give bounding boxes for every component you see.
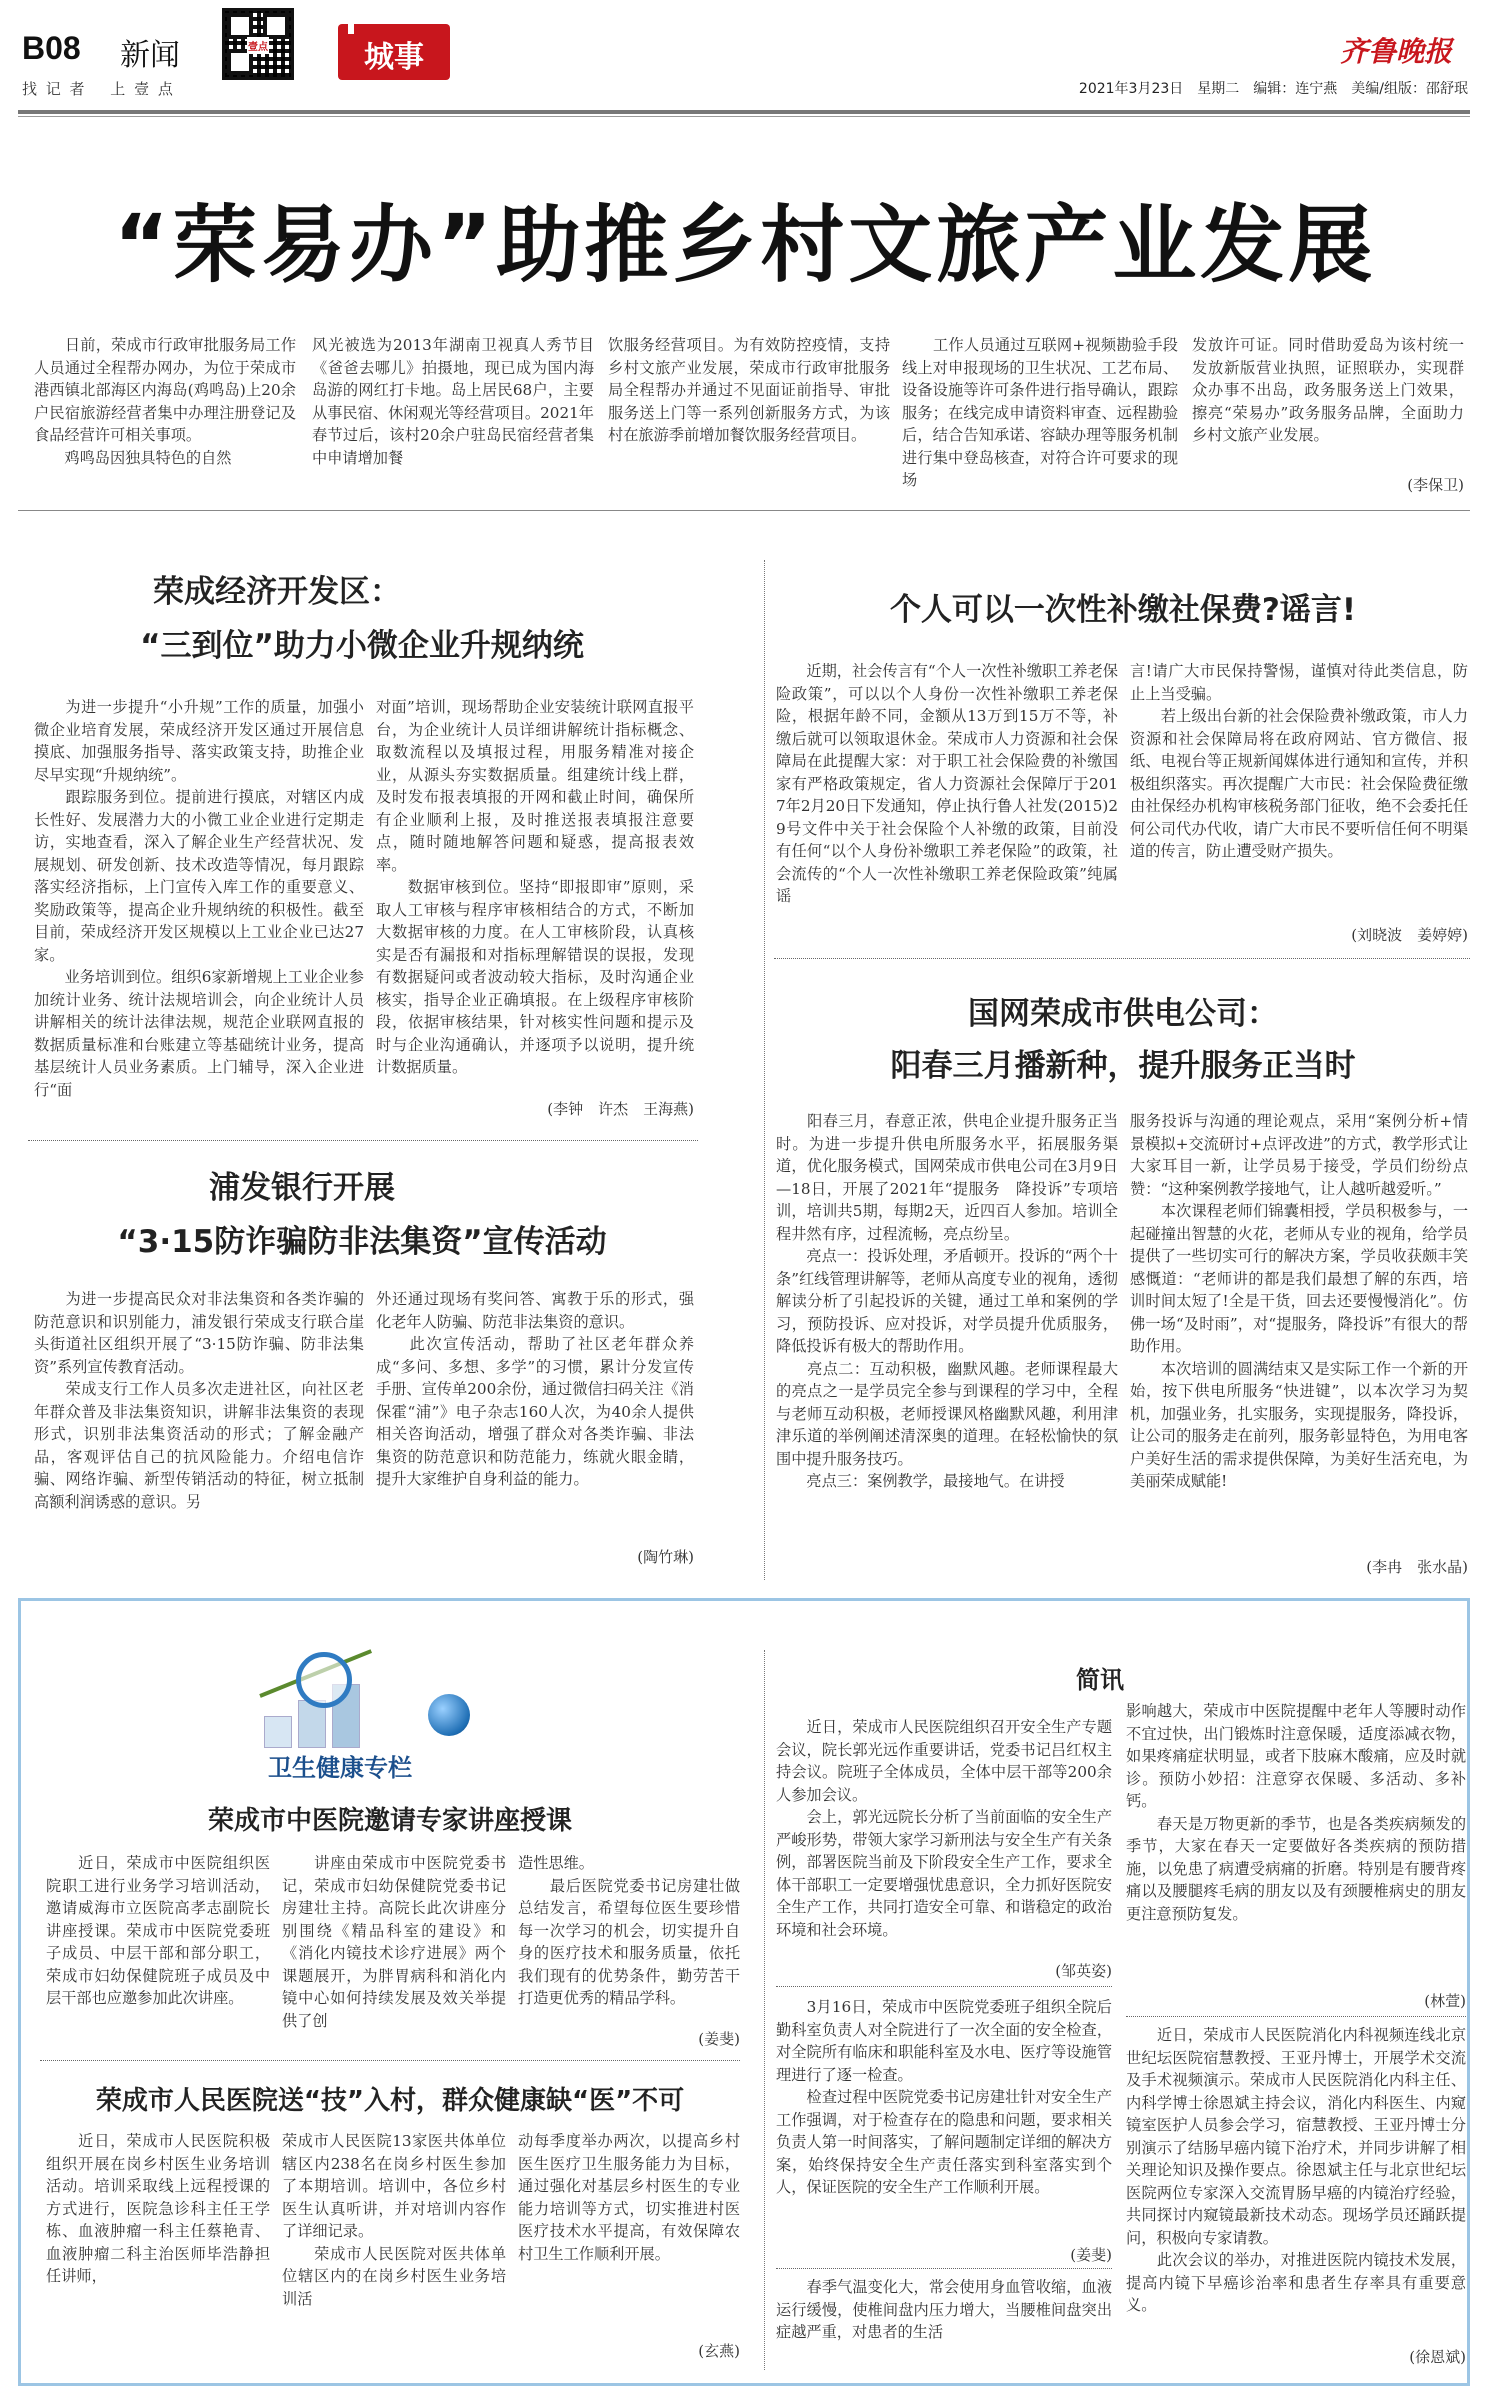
qr-tag: 壹点	[247, 37, 269, 54]
globe-icon	[428, 1694, 470, 1736]
article3-col-2: 外还通过现场有奖问答、寓教于乐的形式，强化老年人防骗、防范非法集资的意识。 此次宣传活动，帮助了社区老年群众养成“多问、多想、多学”的习惯，累计分发宣传手册、宣传单200余份，通过微信扫码关注《消保霍“浦”》电子杂志160人次，为40余人提供相关咨询活动，增强了群众对各类诈骗、非法集资的防范意识和防范能力，练就火眼金睛，提升大家维护自身利益的能力。	[376, 1290, 694, 1488]
health-banner	[240, 1648, 560, 1782]
brief-col-1a: 近日，荣成市人民医院组织召开安全生产专题会议，院长郭光远作重要讲话，党委书记吕红权主持会议。院班子全体成员，全体中层干部等200余人参加会议。 会上，郭光远院长分析了当前面临的安全生产严峻形势，带领大家学习新刑法与安全生产有关条例，部署医院当前及下阶段安全生产工作，要求全体干部职工一定要增强忧患意识，全力抓好医院安全生产工作，共同打造安全可靠、和谐稳定的政治环境和社会环境。	[776, 1718, 1112, 1939]
lead-col-4: 工作人员通过互联网+视频勘验手段线上对申报现场的卫生状况、工艺布局、设备设施等许可条件进行指导确认，跟踪服务；在线完成申请资料审查、远程勘验后，结合告知承诺、容缺办理等服务机制进行集中登岛核查，对符合许可要求的现场	[902, 336, 1178, 489]
magnifier-icon	[296, 1652, 352, 1708]
masthead	[0, 0, 1488, 120]
article4-col-2: 言!请广大市民保持警惕，谨慎对待此类信息，防止上当受骗。 若上级出台新的社会保险费补缴政策，市人力资源和社会保障局将在政府网站、官方微信、报纸、电视台等正规新闻媒体进行通知和宣传，并积极组织落实。再次提醒广大市民：社会保险费征缴由社保经办机构审核税务部门征收，绝不会委托任何公司代办代收，请广大市民不要听信任何不明渠道的传言，防止遭受财产损失。	[1130, 662, 1468, 860]
article2-col-1: 为进一步提升“小升规”工作的质量，加强小微企业培育发展，荣成经济开发区通过开展信息摸底、加强服务指导、落实政策支持，助推企业尽早实现“升规纳统”。 跟踪服务到位。提前进行摸底，对辖区内成长性好、发展潜力大的小微工业企业进行定期走访，实地查看，深入了解企业生产经营状况、发展规划、研发创新、技术改造等情况，每月跟踪落实经济指标，上门宣传入库工作的重要意义、奖励政策等，提高企业升规纳统的积极性。截至目前，荣成经济开发区规模以上工业企业已达27家。 业务培训到位。组织6家新增规上工业企业参加统计业务、统计法规培训会，向企业统计人员讲解相关的统计法律法规，规范企业联网直报的数据质量标准和台账建立等基础统计业务，提高基层统计人员业务素质。上门辅导，深入企业进行“面	[34, 698, 364, 1099]
article2-col-2: 对面”培训，现场帮助企业安装统计联网直报平台，为企业统计人员详细讲解统计指标概念、取数流程以及填报过程，用服务精准对接企业，从源头夯实数据质量。组建统计线上群，及时发布报表填报的开网和截止时间，确保所有企业顺利上报，及时推送报表填报注意要点，随时随地解答问题和疑惑，提高报表效率。 数据审核到位。坚持“即报即审”原则，采取人工审核与程序审核相结合的方式，不断加大数据审核的力度。在人工审核阶段，认真核实是否有漏报和对指标理解错误的误报，发现有数据疑问或者波动较大指标，及时沟通企业核实，指导企业正确填报。在上级程序审核阶段，依据审核结果，针对核实性问题和提示及时与企业沟通确认，并逐项予以说明，提升统计数据质量。	[376, 698, 694, 1076]
article7-col-2: 荣成市人民医院13家医共体单位辖区内238名在岗乡村医生参加了本期培训。培训中，各位乡村医生认真听讲，并对培训内容作了详细记录。 荣成市人民医院对医共体单位辖区内的在岗乡村医生业务培训活	[282, 2132, 506, 2308]
brief-col-1c: 春季气温变化大，常会使用身血管收缩，血液运行缓慢，使椎间盘内压力增大，当腰椎间盘突出症越严重，对患者的生活	[776, 2278, 1112, 2341]
lead-headline: “荣易办”助推乡村文旅产业发展	[113, 196, 1377, 294]
article7-author: (玄燕)	[698, 2342, 740, 2360]
article6-title: 荣成市中医院邀请专家讲座授课	[207, 1806, 572, 1836]
lead-col-5: 发放许可证。同时借助爱岛为该村统一发放新版营业执照，证照联办，实现群众办事不出岛，政务服务送上门效果，擦亮“荣易办”政务服务品牌，全面助力乡村文旅产业发展。	[1192, 336, 1464, 444]
column-divider	[764, 1650, 765, 2370]
masthead-rule	[18, 110, 1470, 114]
section-name: 新闻	[120, 38, 180, 73]
divider	[28, 1140, 698, 1141]
article7-title: 荣成市人民医院送“技”入村，群众健康缺“医”不可	[95, 2086, 685, 2116]
qr-code	[222, 8, 294, 80]
brief-author-2b: (徐恩斌)	[1409, 2348, 1466, 2366]
article3-col-1: 为进一步提高民众对非法集资和各类诈骗的防范意识和识别能力，浦发银行荣成支行联合崖头街道社区组织开展了“3·15防诈骗、防非法集资”系列宣传教育活动。 荣成支行工作人员多次走进社区，向社区老年群众普及非法集资知识，讲解非法集资的表现形式，识别非法集资活动的形式；了解金融产品，客观评估自己的抗风险能力。介绍电信诈骗、网络诈骗、新型传销活动的特征，树立抵制高额利润诱惑的意识。另	[34, 1290, 364, 1511]
paper-name-logo: 齐鲁晚报	[1340, 35, 1453, 68]
article6-col-3: 造性思维。 最后医院党委书记房建壮做总结发言，希望每位医生要珍惜每一次学习的机会，切实提升自身的医疗技术和服务质量，依托我们现有的优势条件，勤劳苦干打造更优秀的精品学科。	[518, 1854, 740, 2007]
page-number: B08	[22, 30, 81, 66]
masthead-slogan: 找 记 者 上 壹 点	[22, 80, 175, 98]
divider	[776, 1986, 1112, 1987]
article3-title-1: 浦发银行开展	[209, 1170, 395, 1206]
channel-label: 城事	[364, 40, 424, 75]
channel-badge	[338, 24, 450, 80]
article6-col-1: 近日，荣成市中医院组织医院职工进行业务学习培训活动，邀请威海市立医院高孝志副院长讲座授课。荣成市中医院党委班子成员、中层干部和部分职工，荣成市妇幼保健院班子成员及中层干部也应邀参加此次讲座。	[46, 1854, 270, 2007]
divider	[1126, 2016, 1466, 2017]
article3-author: (陶竹琳)	[637, 1548, 694, 1566]
article4-col-1: 近期，社会传言有“个人一次性补缴职工养老保险政策”，可以以个人身份一次性补缴职工养老保险，根据年龄不同，金额从13万到15万不等，补缴后就可以领取退休金。荣成市人力资源和社会保障局在此提醒大家：对于职工社会保险费的补缴国家有严格政策规定，省人力资源社会保障厅于2017年2月20日下发通知，停止执行鲁人社发(2015)29号文件中关于社会保险个人补缴的政策，目前没有任何“以个人身份补缴职工养老保险”的政策，社会流传的“个人一次性补缴职工养老保险政策”纯属谣	[776, 662, 1118, 905]
article2-author: (李钟 许杰 王海燕)	[547, 1100, 694, 1118]
article4-author: (刘晓波 姜婷婷)	[1351, 926, 1468, 944]
lead-col-1: 日前，荣成市行政审批服务局工作人员通过全程帮办网办，为位于荣成市港西镇北部海区内海岛(鸡鸣岛)上20余户民宿旅游经营者集中办理注册登记及食品经营许可相关事项。 鸡鸣岛因独具特色的自然	[34, 336, 296, 467]
article4-title: 个人可以一次性补缴社保费?谣言!	[889, 592, 1357, 628]
article6-col-2: 讲座由荣成市中医院党委书记，荣成市妇幼保健院党委书记房建壮主持。高院长此次讲座分别围绕《精品科室的建设》和《消化内镜技术诊疗进展》两个课题展开，为胖胃病科和消化内镜中心如何持续发展及效关举提供了创	[282, 1854, 506, 2030]
article7-col-3: 动每季度举办两次，以提高乡村医生医疗卫生服务能力为目标，通过强化对基层乡村医生的专业能力培训等方式，切实推进村医医疗技术水平提高，有效保障农村卫生工作顺利开展。	[518, 2132, 740, 2263]
divider	[774, 958, 1470, 959]
brief-col-2a: 影响越大，荣成市中医院提醒中老年人等腰时动作不宜过快，出门锻炼时注意保暖，适度添减衣物，如果疼痛症状明显，或者下肢麻木酸痛，应及时就诊。预防小妙招：注意穿衣保暖、多活动、多补钙。 春天是万物更新的季节，也是各类疾病频发的季节，大家在春天一定要做好各类疾病的预防措施，以免患了病遭受病痛的折磨。特别是有腰背疼痛以及腰腿疼毛病的朋友以及有颈腰椎病史的朋友更注意预防复发。	[1126, 1702, 1466, 1923]
article5-title-2: 阳春三月播新种，提升服务正当时	[890, 1048, 1356, 1084]
article5-title-1: 国网荣成市供电公司：	[968, 996, 1278, 1032]
article6-author: (姜斐)	[698, 2030, 740, 2048]
article7-col-1: 近日，荣成市人民医院积极组织开展在岗乡村医生业务培训活动。培训采取线上远程授课的方式进行，医院急诊科主任王学栋、血液肿瘤一科主任蔡艳青、血液肿瘤二科主治医师毕浩静担任讲师，	[46, 2132, 270, 2285]
article3-title-2: “3·15防诈骗防非法集资”宣传活动	[117, 1224, 607, 1260]
health-column-name: 卫生健康专栏	[268, 1754, 412, 1782]
divider	[40, 2060, 740, 2061]
divider	[18, 510, 1470, 511]
brief-title: 简讯	[1076, 1666, 1124, 1694]
brief-author-1a: (邹英姿)	[1055, 1962, 1112, 1980]
brief-author-1b: (姜斐)	[1070, 2246, 1112, 2264]
lead-author: (李保卫)	[1407, 476, 1464, 494]
article2-title-2: “三到位”助力小微企业升规纳统	[140, 628, 584, 664]
article5-col-2: 服务投诉与沟通的理论观点，采用“案例分析+情景模拟+交流研讨+点评改进”的方式，教学形式让大家耳目一新，让学员易于接受，学员们纷纷点赞：“这种案例教学接地气，让人越听越爱听。” 本次课程老师们锦囊相授，学员积极参与，一起碰撞出智慧的火花，老师从专业的视角，给学员提供了一些切实可行的解决方案，学员收获颇丰笑感慨道：“老师讲的都是我们最想了解的东西，培训时间太短了!全是干货，回去还要慢慢消化”。仿佛一场“及时雨”，对“提服务，降投诉”有很大的帮助作用。 本次培训的圆满结束又是实际工作一个新的开始，按下供电所服务“快进键”，以本次学习为契机，加强业务，扎实服务，实现提服务，降投诉，让公司的服务走在前列，服务彰显特色，为用电客户美好生活的需求提供保障，为美好生活充电，为美丽荣成赋能!	[1130, 1112, 1468, 1490]
article5-author: (李冉 张水晶)	[1366, 1558, 1468, 1576]
date-line: 2021年3月23日 星期二 编辑：连宁燕 美编/组版：邵舒珉	[1078, 81, 1468, 97]
lead-col-3: 饮服务经营项目。为有效防控疫情，支持乡村文旅产业发展，荣成市行政审批服务局全程帮办并通过不见面证前指导、审批服务送上门等一系列创新服务方式，为该村在旅游季前增加餐饮服务经营项目。	[608, 336, 890, 444]
brief-author-2a: (林萱)	[1424, 1992, 1466, 2010]
article5-col-1: 阳春三月，春意正浓，供电企业提升服务正当时。为进一步提升供电所服务水平，拓展服务渠道，优化服务模式，国网荣成市供电公司在3月9日—18日，开展了2021年“提服务 降投诉”专项培训，培训共5期，每期2天，近四百人参加。培训全程井然有序，过程流畅，亮点纷呈。 亮点一：投诉处理，矛盾顿开。投诉的“两个十条”红线管理讲解等，老师从高度专业的视角，透彻解读分析了引起投诉的关键，通过工单和案例的学习，预防投诉、应对投诉，对学员提升优质服务，降低投诉有极大的帮助作用。 亮点二：互动积极，幽默风趣。老师课程最大的亮点之一是学员完全参与到课程的学习中，全程与老师互动积极，老师授课风格幽默风趣，利用津津乐道的举例阐述清深奥的道理。在轻松愉快的氛围中提升服务技巧。 亮点三：案例教学，最接地气。在讲授	[776, 1112, 1118, 1490]
divider	[776, 2268, 1112, 2269]
brief-col-1b: 3月16日，荣成市中医院党委班子组织全院后勤科室负责人对全院进行了一次全面的安全检查，对全院所有临床和职能科室及水电、医疗等设施管理进行了逐一检查。 检查过程中医院党委书记房建壮针对安全生产工作强调，对于检查存在的隐患和问题，要求相关负责人第一时间落实，了解问题制定详细的解决方案，始终保持安全生产责任落实到科室落实到个人，保证医院的安全生产工作顺利开展。	[776, 1998, 1112, 2196]
article2-title-1: 荣成经济开发区：	[153, 574, 401, 610]
brief-col-2b: 近日，荣成市人民医院消化内科视频连线北京世纪坛医院宿慧教授、王亚丹博士，开展学术交流及手术视频演示。荣成市人民医院消化内科主任、内科学博士徐恩斌主持会议，消化内科医生、内窥镜室医护人员参会学习，宿慧教授、王亚丹博士分别演示了结肠早癌内镜下治疗术，并同步讲解了相关理论知识及操作要点。徐恩斌主任与北京世纪坛医院两位专家深入交流胃肠早癌的内镜治疗经验，共同探讨内窥镜最新技术动态。现场学员还踊跃提问，积极向专家请教。 此次会议的举办，对推进医院内镜技术发展，提高内镜下早癌诊治率和患者生存率具有重要意义。	[1126, 2026, 1466, 2314]
masthead-rule-thin	[18, 116, 1470, 117]
lead-col-2: 风光被选为2013年湖南卫视真人秀节目《爸爸去哪儿》拍摄地，现已成为国内海岛游的网红打卡地。岛上居民68户，主要从事民宿、休闲观光等经营项目。2021年春节过后，该村20余户驻岛民宿经营者集中申请增加餐	[312, 336, 594, 467]
column-divider	[764, 560, 765, 1580]
